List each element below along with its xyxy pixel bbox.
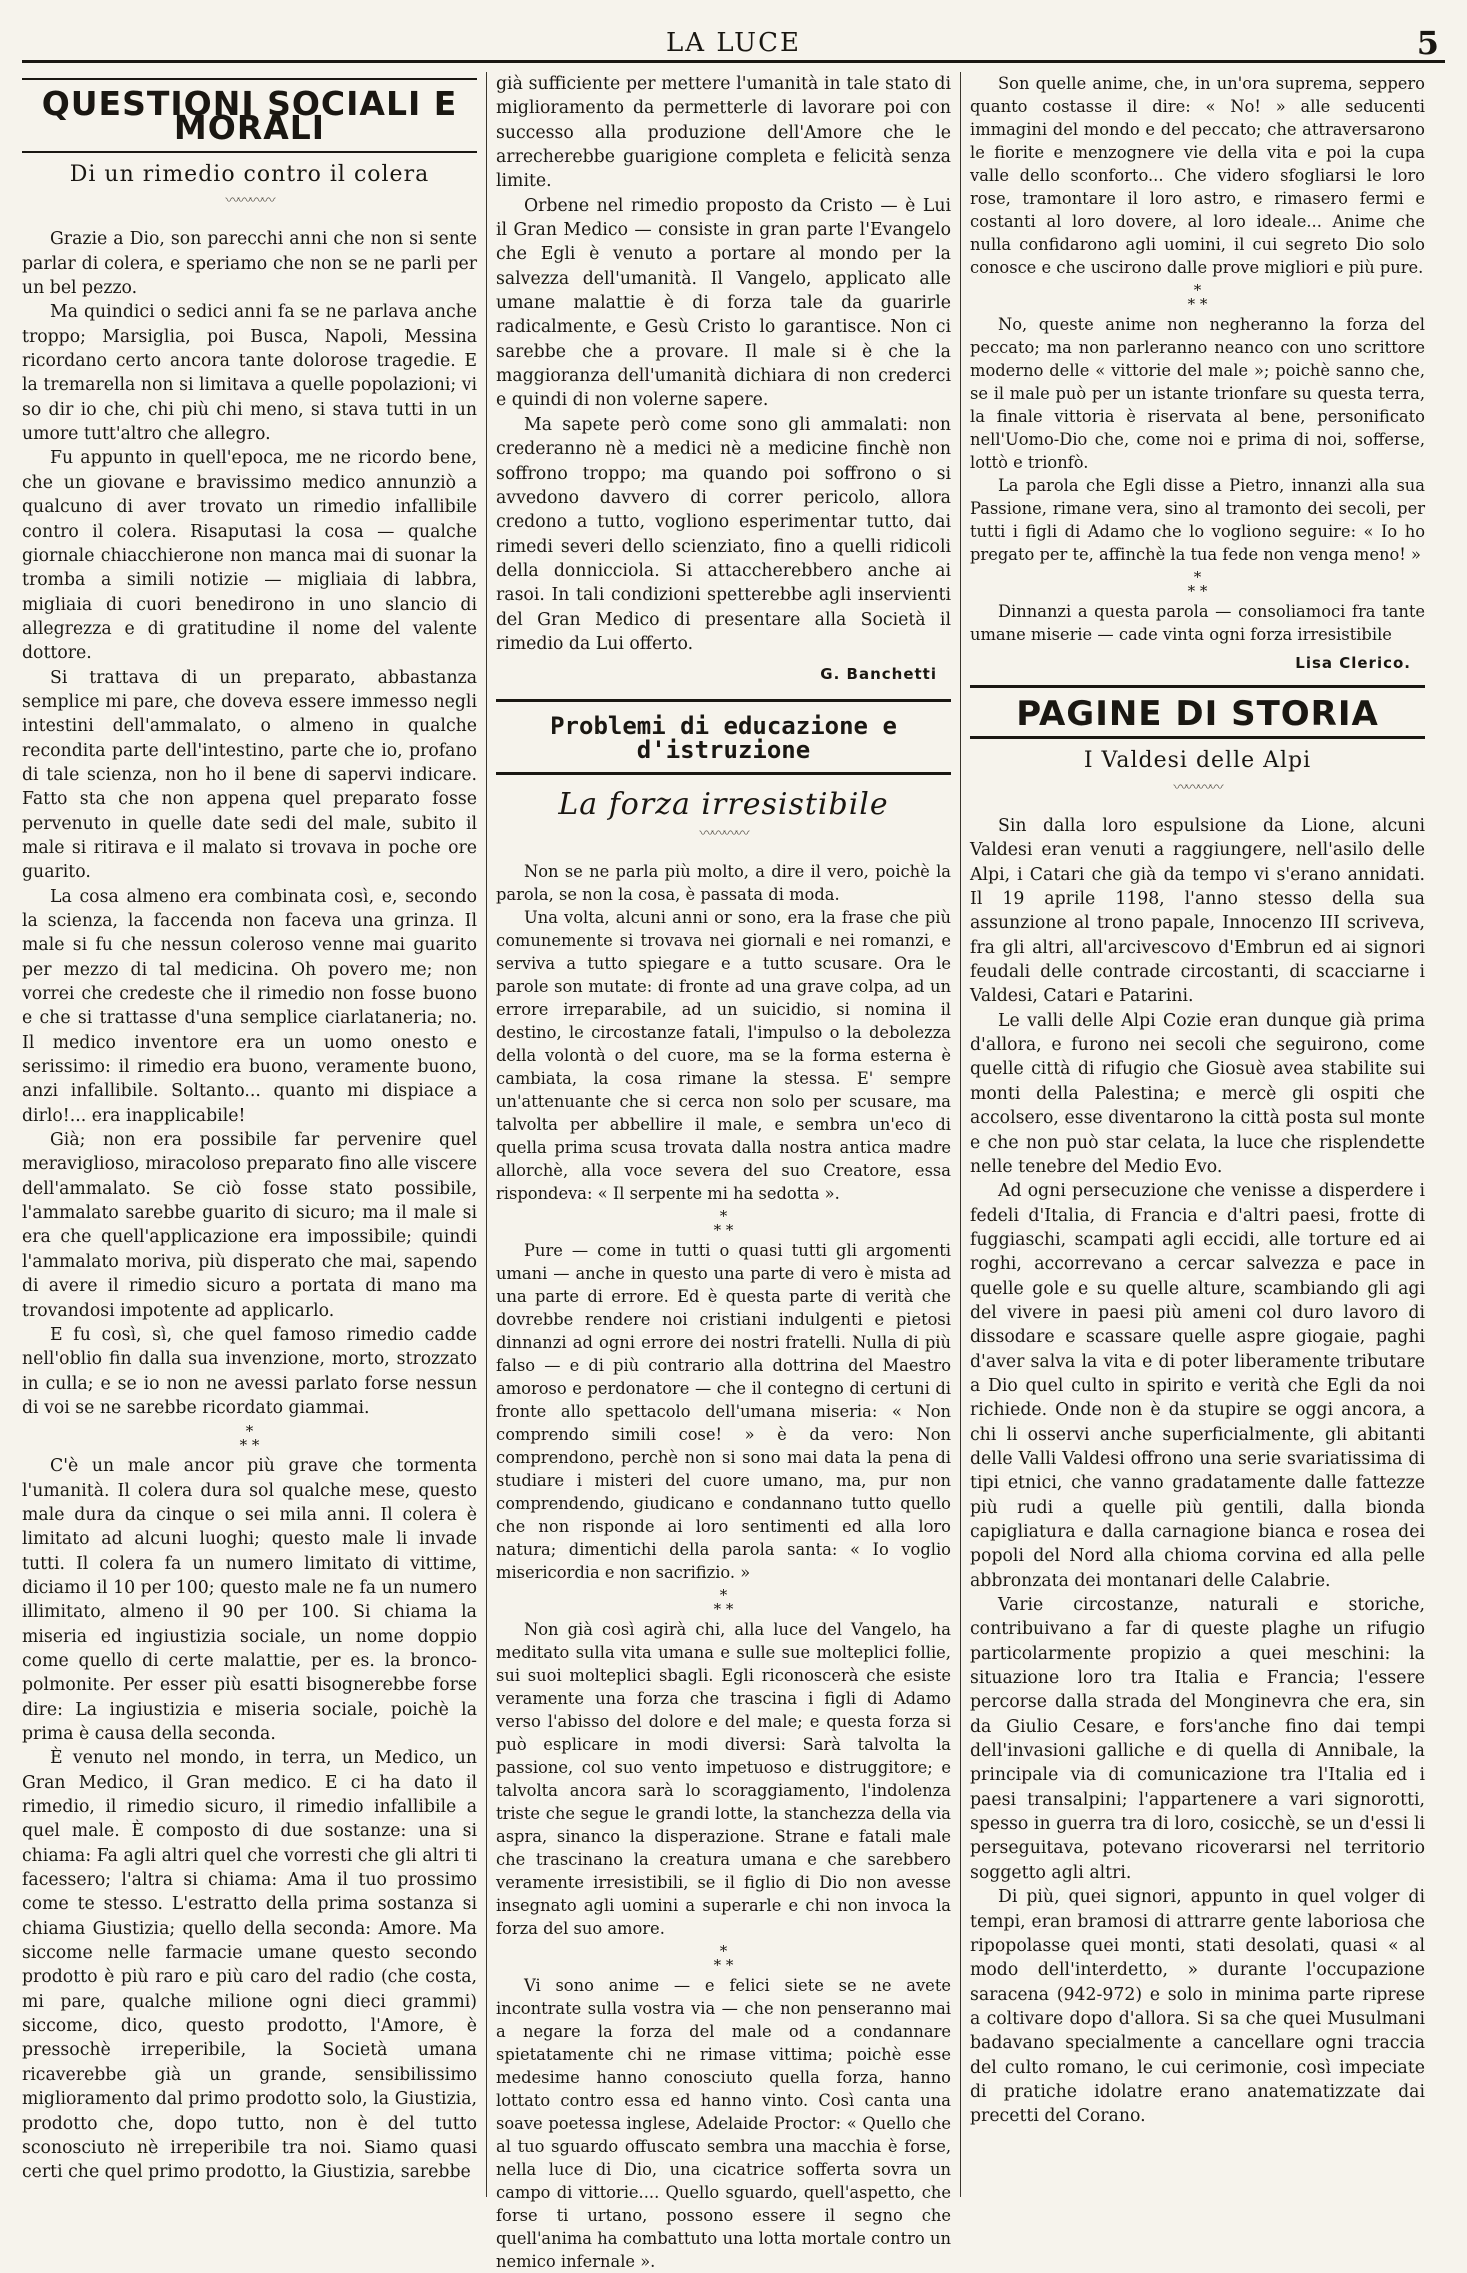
section-title-pagine-di-storia: PAGINE DI STORIA (970, 685, 1425, 739)
column-divider (960, 72, 961, 2197)
section-break-stars: * * * (713, 1585, 734, 1618)
paragraph: È venuto nel mondo, in terra, un Medico, un Gran Medico, il Gran medico. E ci ha dato il rimedio, il rimedio sicuro, il rimedio infallibile a quel male. È composto di due sostanze: una si chiama: Fa agli altri quel che vorresti che gli altri ti facessero; l'altra si chiama: Ama il tuo prossimo come te stesso. L'estratto della prima sostanza si chiama Giustizia; quello della seconda: Amore. Ma siccome nelle farmacie umane questo secondo prodotto è più raro e più caro del radio (che costa, mi pare, qualche milione ogni dieci grammi) siccome, dico, questo prodotto, l'Amore, è pressochè irreperibile, la Società umana ricaverebbe già un grande, sensibilissimo miglioramento dal primo prodotto solo, la Giustizia, prodotto che, dopo tutto, non è del tutto sconosciuto nè irreperibile tra noi. Siamo quasi certi che quel primo prodotto, la Giustizia, sarebbe (22, 1748, 477, 2183)
paragraph: Vi sono anime — e felici siete se ne avete incontrate sulla vostra via — che non penseranno mai a negare la forza del male od a condannare spietatamente chi ne rimase vittima; poichè esse medesime hanno conosciuto quella forza, hanno lottato contro essa ed hanno vinto. Così canta una soave poetessa inglese, Adelaide Proctor: « Quello che al tuo sguardo offuscato sembra una macchia è forse, nella luce di Dio, una cicatrice sofferta sovra un campo di vittorie.... Quello sguardo, quell'aspetto, che forse ti urtano, possono essere il segno che quell'anima ha combattuto una lotta mortale contro un nemico infernale ». (496, 1975, 951, 2271)
paragraph: C'è un male ancor più grave che tormenta l'umanità. Il colera dura sol qualche mese, questo male dura da cinque o sei mila anni. Il colera è limitato ad alcuni luoghi; questo male li invade tutti. Il colera fa un numero limitato di vittime, diciamo il 10 per 100; questo male ne fa un numero illimitato, almeno il 90 per 100. Si chiama la miseria ed ingiustizia sociale, un nome doppio come quello di certe malattie, per es. la bronco-polmonite. Per esser più esatti bisognerebbe forse dire: La ingiustizia e miseria sociale, poichè la prima è causa della seconda. (22, 1456, 477, 1744)
author-signature: G. Banchetti (820, 665, 937, 684)
paragraph: Ad ogni persecuzione che venisse a disperdere i fedeli d'Italia, di Francia e d'altri paesi, frotte di fuggiaschi, scampati agli eccidi, alle torture ed ai roghi, accorrevano a cercar salvezza e pace in quelle gole e su quelle alture, scambiando gli agi del vivere in paesi più ameni col duro lavoro di dissodare e scassare quelle aspre giogaie, paghi d'aver salva la vita e di poter liberamente tributare a Dio quel culto in spirito e verità che Egli da noi richiede. Onde non è da stupire se oggi ancora, a chi li osservi anche superficialmente, gli abitanti delle Valli Valdesi offrono una serie svariatissima di tipi etnici, che vanno gradatamente dalle fattezze più rudi a quelle più gentili, dalla bionda capigliatura e dalla carnagione bianca e rosea dei popoli del Nord alla chioma corvina ed alla pelle abbronzata dei montanari delle Calabrie. (970, 1181, 1425, 1591)
article-title-forza-irresistibile: La forza irresistibile (558, 787, 889, 823)
section-title-problemi-educazione: Problemi di educazione e d'istruzione (496, 699, 951, 776)
column-divider (486, 72, 487, 2197)
paragraph: Ma sapete però come sono gli ammalati: non crederanno nè a medici nè a medicine finchè non soffrono troppo; ma quando poi soffrono o si avvedono davvero di correr pericolo, allora credono a tutto, vogliono esperimentar tutto, dai rimedi severi dello scienziato, fino a quelli ridicoli della donnicciola. Si attaccherebbero anche ai rasoi. In tali condizioni spetterebbe agli inservienti del Gran Medico di presentare alla Società il rimedio da Lui offerto. (496, 414, 951, 654)
paragraph: Di più, quei signori, appunto in quel volger di tempi, eran bramosi di attrarre gente laboriosa che ripopolasse quei monti, stati desolati, quasi « al modo dell'interdetto, » durante l'occupazione saracena (942-972) e solo in minima parte riprese a coltivare dopo d'allora. Si sa che quei Musulmani badavano specialmente a cancellare ogni traccia del culto romano, le cui cerimonie, così impeciate di pratiche idolatre erano anatematizzate dai precetti del Corano. (970, 1887, 1425, 2127)
newspaper-page (22, 10, 1445, 2271)
paragraph: Fu appunto in quell'epoca, me ne ricordo bene, che un giovane e bravissimo medico annunziò a qualcuno di aver trovato un rimedio infallibile contro il colera. Risaputasi la cosa — qualche giornale chiacchierone non manca mai di suonar la tromba a simili notizie — migliaia di labbra, migliaia di cuori benedirono in uno slancio di allegrezza e di gratitudine il nome del valente dottore. (22, 448, 477, 664)
paragraph: Non già così agirà chi, alla luce del Vangelo, ha meditato sulla vita umana e sulle sue molteplici follie, sui suoi molteplici sbagli. Egli riconoscerà che esiste veramente una forza che trascina i figli di Adamo verso l'abisso del dolore e del male; e questa forza si può esplicare in modi diversi: Sarà talvolta la passione, col suo vento impetuoso e distruggitore; e talvolta ancora sarà lo scoraggiamento, l'indolenza triste che segue le grandi lotte, la stanchezza della via aspra, sinanco la disperazione. Strane e fatali male che trascinano la creatura umana e che sarebbero veramente irresistibili, se il figlio di Dio non avesse insegnato agli uomini a superarle e chi non invoca la forza del suo amore. (496, 1619, 951, 1938)
paragraph: La parola che Egli disse a Pietro, innanzi alla sua Passione, rimane vera, sino al tramonto dei secoli, per tutti i figli di Adamo che lo vogliono seguire: « Io ho pregato per te, affinchè la tua fede non venga meno! » (970, 476, 1425, 564)
paragraph: Non se ne parla più molto, a dire il vero, poichè la parola, se non la cosa, è passata di moda. (496, 861, 951, 904)
paragraph: No, queste anime non negheranno la forza del peccato; ma non parleranno neanco con uno scrittore moderno delle « vittorie del male »; poichè sanno che, se il male può per un istante trionfare su questa terra, la finale vittoria è riservata al bene, personificato nell'Uomo-Dio che, come noi e prima di noi, sofferse, lottò e trionfò. (970, 315, 1425, 472)
paragraph: La cosa almeno era combinata così, e, secondo la scienza, la faccenda non faceva una grinza. Il male si fu che nessun coleroso venne mai guarito per mezzo di tal medicina. Oh povero me; non vorrei che credeste che il rimedio non fosse buono e che si trattasse d'una semplice ciarlataneria; no. Il medico inventore era un uomo onesto e serissimo: il rimedio era buono, veramente buono, anzi infallibile. Soltanto... quanto mi dispiace a dirlo!... era inapplicabile! (22, 886, 477, 1126)
author-signature: Lisa Clerico. (1295, 654, 1411, 672)
paragraph: Dinnanzi a questa parola — consoliamoci fra tante umane miserie — cade vinta ogni forza irresistibile (970, 602, 1425, 644)
paragraph: Orbene nel rimedio proposto da Cristo — è Lui il Gran Medico — consiste in gran parte l'Evangelo che Egli è venuto a portare al mondo per la salvezza dell'umanità. Il Vangelo, applicato alle umane malattie è di forza tale da guarirle radicalmente, e Gesù Cristo lo garantisce. Non ci sarebbe che a provare. Il male si è che la maggioranza dell'umanità dichiara di non crederci e quindi di non volerne sapere. (496, 195, 951, 411)
page-number: 5 (1416, 24, 1439, 62)
article-title-valdesi: I Valdesi delle Alpi (1083, 748, 1312, 774)
column-3 (970, 72, 1425, 2197)
section-break-stars: * * * (239, 1422, 260, 1455)
paragraph: Grazie a Dio, son parecchi anni che non si sente parlar di colera, e speriamo che non se ne parli per un bel pezzo. (22, 229, 477, 299)
paragraph: Sin dalla loro espulsione da Lione, alcuni Valdesi eran venuti a raggiungere, nell'asilo delle Alpi, i Catari che già da tempo vi s'erano annidati. Il 19 aprile 1198, l'anno stesso della sua assunzione al trono papale, Innocenzo III scriveva, fra gli altri, all'arcivescovo d'Embrun ed ai signori feudali delle contrade circostanti, di scacciarne i Valdesi, Catari e Patarini. (970, 816, 1425, 1007)
paragraph: Le valli delle Alpi Cozie eran dunque già prima d'allora, e furono nei secoli che seguirono, come quelle città di rifugio che Giosuè avea stabilite sui monti della Palestina; e mercè gli ospiti che accolsero, esse diventarono la città posta sul monte e che non può star celata, la luce che risplendette nelle tenebre del Medio Evo. (970, 1010, 1425, 1177)
ornament-squiggle: 〰〰〰〰 (699, 825, 748, 842)
article-title-colera: Di un rimedio contro il colera (69, 161, 430, 187)
newspaper-title: LA LUCE (666, 28, 801, 58)
ornament-squiggle: 〰〰〰〰 (1173, 779, 1222, 796)
paragraph: Già; non era possibile far pervenire quel meraviglioso, miracoloso preparato fino alle viscere dell'ammalato. Se ciò fosse stato possibile, l'ammalato sarebbe guarito di sicuro; ma il male si era che quell'applicazione era impossibile; quindi l'ammalato moriva, più disperato che mai, sapendo di avere il rimedio sicuro a portata di mano ma trovandosi impotente ad applicarlo. (22, 1130, 478, 1321)
column-1 (22, 72, 477, 2197)
paragraph: Son quelle anime, che, in un'ora suprema, seppero quanto costasse il dire: « No! » alle seducenti immagini del mondo e del peccato; che attraversarono le fiorite e menzognere vie della vita e poi la cupa valle dello sconforto... Che videro sfogliarsi le loro rose, tramontare il loro astro, e rimasero fermi e costanti al loro dovere, al loro ideale... Anime che nulla confidarono agli uomini, il cui segreto Dio solo conosce e che uscirono dalle prove migliori e più pure. (970, 74, 1425, 277)
paragraph: Varie circostanze, naturali e storiche, contribuivano a far di queste plaghe un rifugio particolarmente propizio a quei meschini: la situazione loro tra Italia e Francia; l'essere percorse dalla strada del Monginevra che era, sin da Giulio Cesare, e fors'anche fino dai tempi dell'invasioni galliche e di quella di Annibale, la principale via di comunicazione tra l'Italia ed i paesi transalpini; l'appartenere a vari signorotti, spesso in guerra tra di loro, cosicchè, se un d'essi li perseguitava, potevano ricoverarsi nel territorio soggetto agli altri. (970, 1595, 1425, 1883)
section-break-stars: * * * (1187, 568, 1208, 600)
paragraph: E fu così, sì, che quel famoso rimedio cadde nell'oblio fin dalla sua invenzione, morto, strozzato in culla; e se io non ne avessi parlato forse nessun di voi se ne sarebbe ricordato giammai. (22, 1324, 477, 1418)
section-title-questioni-sociali: QUESTIONI SOCIALI E MORALI (22, 78, 477, 153)
paragraph: Ma quindici o sedici anni fa se ne parlava anche troppo; Marsiglia, poi Busca, Napoli, Messina ricordano certo ancora tante dolorose tragedie. E la tremarella non si limitava a quelle popolazioni; vi so dir io che, chi più chi meno, si stava tutti in un umore tutt'altro che allegro. (22, 302, 477, 445)
paragraph: Pure — come in tutti o quasi tutti gli argomenti umani — anche in questo una parte di vero è mista ad una parte di errore. Ed è questa parte di verità che dovrebbe rendere noi cristiani indulgenti e pietosi dinnanzi ad ogni errore dei nostri fratelli. Nulla di più falso — e di più contrario alla dottrina del Maestro amoroso e perdonatore — che il contegno di certuni di fronte allo spettacolo dell'umana miseria: « Non comprendo simili cose! » è da vero: Non comprendono, perchè non si sono mai data la pena di studiare i misteri del cuore umano, ma, pur non comprendendo, giudicano e condannano tutto quello che non risponde ai loro sentimenti ed alla loro natura; dimentichi della parola santa: « Io voglio misericordia e non sacrifizio. » (496, 1240, 951, 1582)
ornament-squiggle: 〰〰〰〰 (225, 193, 274, 210)
column-2 (496, 72, 951, 2271)
paragraph: Si trattava di un preparato, abbastanza semplice mi pare, che doveva essere immesso negli intestini dell'ammalato, o almeno in qualche recondita parte dell'intestino, parte che io, profano di tale scienza, non ho il bene di sapervi indicare. Fatto sta che non appena quel preparato fosse pervenuto in quelle date sedi del male, subito il male si ritirava e il malato si trovava in poche ore guarito. (22, 667, 477, 883)
running-head (22, 20, 1445, 63)
paragraph: Una volta, alcuni anni or sono, era la frase che più comunemente si trovava nei giornali e nei romanzi, e serviva a tutto spiegare e a tutto scusare. Ora le parole son mutate: di fronte ad una grave colpa, ad un errore irreparabile, ad un suicidio, si nomina il destino, le circostanze fatali, l'impulso o la debolezza della volontà o del cuore, ma se la forma esterna è cambiata, la cosa rimane la stessa. E' sempre un'attenuante che si cerca non solo per scusare, ma talvolta per abbellire il male, e sembra un'eco di quella prima scusa trovata dalla nostra antica madre allorchè, alla voce severa del suo Creatore, essa rispondeva: « Il serpente mi ha sedotta ». (496, 907, 951, 1203)
section-break-stars: * * * (1187, 281, 1208, 313)
section-break-stars: * * * (713, 1206, 734, 1239)
paragraph: già sufficiente per mettere l'umanità in tale stato di miglioramento da permetterle di lavorare poi con successo alla produzione dell'Amore che le arrecherebbe guarigione completa e felicità senza limite. (496, 74, 951, 192)
section-break-stars: * * * (713, 1941, 734, 1974)
